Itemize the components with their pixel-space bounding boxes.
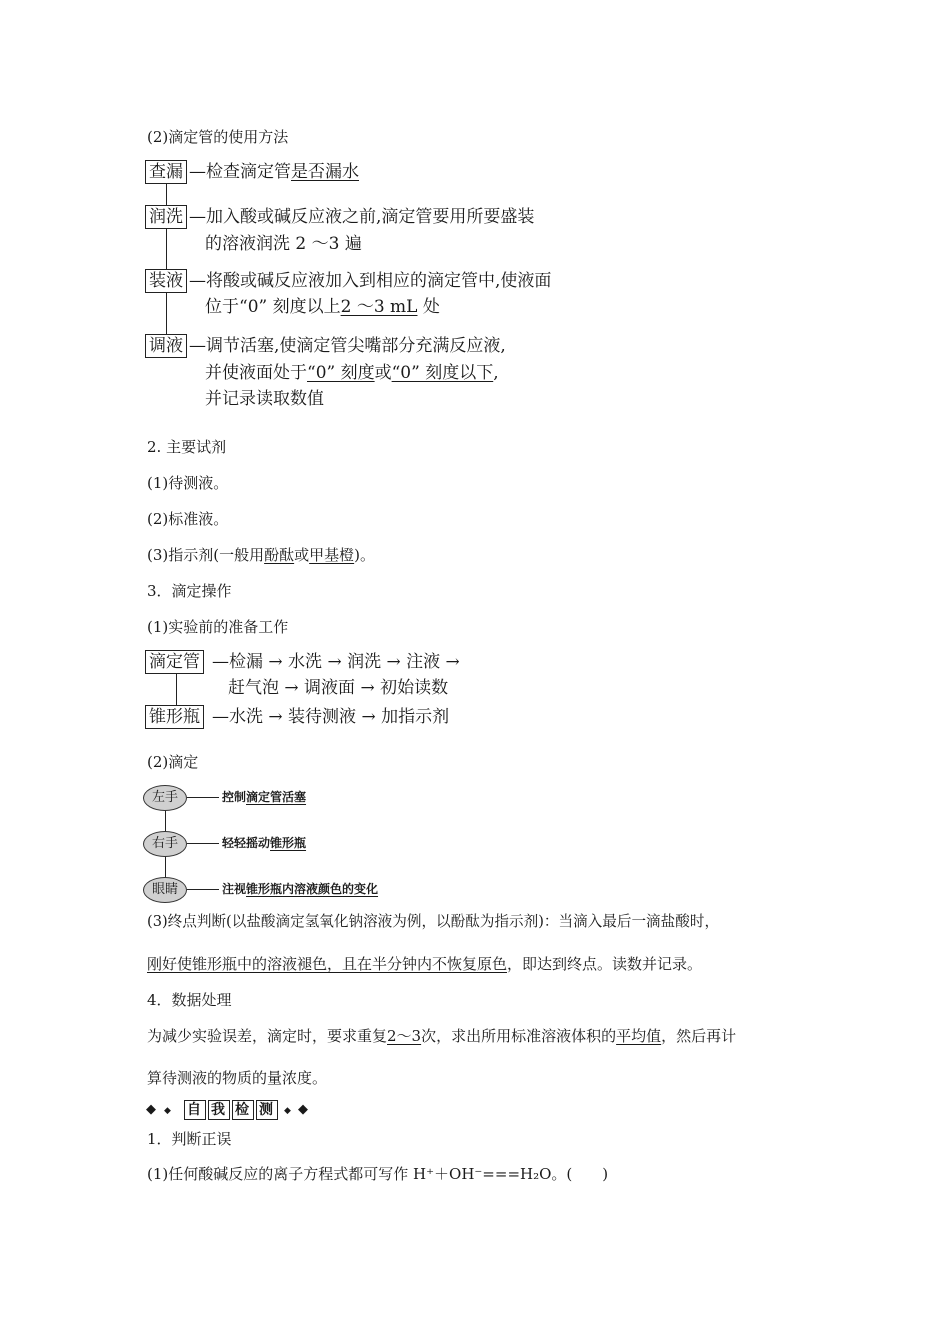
paragraph-line: 算待测液的物质的量浓度。 <box>147 1069 328 1087</box>
eyes-oval: 眼睛 <box>143 877 187 903</box>
step-text: 并使液面处于“0” 刻度或“0” 刻度以下, <box>205 363 499 383</box>
section-title: 4．数据处理 <box>147 991 232 1009</box>
step-text: 的溶液润洗 2 ～3 遍 <box>205 234 362 254</box>
step-text: 并记录读取数值 <box>205 389 324 409</box>
step-text: —加入酸或碱反应液之前,滴定管要用所要盛装 <box>189 207 535 227</box>
self-check-char: 测 <box>256 1100 278 1120</box>
section-title: 3．滴定操作 <box>147 582 232 600</box>
question-title: 1．判断正误 <box>147 1130 232 1148</box>
connector-line <box>187 889 219 890</box>
list-item: (2)标准液。 <box>147 510 229 528</box>
small-diamond-icon: ◆ <box>284 1106 291 1116</box>
step-text: —调节活塞,使滴定管尖嘴部分充满反应液, <box>189 336 506 356</box>
section-title: 2. 主要试剂 <box>147 438 227 456</box>
diamond-icon: ◆ <box>146 1102 156 1117</box>
flask-box: 锥形瓶 <box>145 705 204 729</box>
step-box-rinse: 润洗 <box>145 205 187 229</box>
step-text: —将酸或碱反应液加入到相应的滴定管中,使液面 <box>189 271 552 291</box>
right-hand-oval: 右手 <box>143 831 187 857</box>
step-box-adjust: 调液 <box>145 334 187 358</box>
eyes-text: 注视锥形瓶内溶液颜色的变化 <box>222 882 379 896</box>
self-check-char: 自 <box>184 1100 206 1120</box>
diamond-icon: ◆ <box>298 1102 308 1117</box>
list-item: (1)待测液。 <box>147 474 229 492</box>
endpoint-line: 刚好使锥形瓶中的溶液褪色，且在半分钟内不恢复原色，即达到终点。读数并记录。 <box>147 955 703 973</box>
buret-box: 滴定管 <box>145 650 204 674</box>
flask-steps: —水洗 → 装待测液 → 加指示剂 <box>212 707 450 727</box>
left-hand-text: 控制滴定管活塞 <box>222 790 307 804</box>
buret-steps: 赶气泡 → 调液面 → 初始读数 <box>228 678 449 698</box>
subsection-title: (1)实验前的准备工作 <box>147 618 289 636</box>
self-check-char: 检 <box>232 1100 254 1120</box>
step-box-check-leak: 查漏 <box>145 160 187 184</box>
question-item: (1)任何酸碱反应的离子方程式都可写作 H⁺＋OH⁻===H₂O。( ) <box>147 1165 609 1183</box>
step-text: 位于“0” 刻度以上2 ～3 mL 处 <box>205 297 440 317</box>
connector-line <box>187 843 219 844</box>
right-hand-text: 轻轻摇动锥形瓶 <box>222 836 307 850</box>
subsection-title: (2)滴定管的使用方法 <box>147 128 289 146</box>
small-diamond-icon: ◆ <box>164 1106 171 1116</box>
step-box-fill: 装液 <box>145 269 187 293</box>
connector-line <box>187 797 219 798</box>
left-hand-oval: 左手 <box>143 785 187 811</box>
buret-steps: —检漏 → 水洗 → 润洗 → 注液 → <box>212 652 460 672</box>
self-check-char: 我 <box>208 1100 230 1120</box>
flow-connector <box>176 674 177 706</box>
step-text: —检查滴定管是否漏水 <box>189 162 359 182</box>
paragraph-line: 为减少实验误差，滴定时，要求重复2～3次，求出所用标准溶液体积的平均值，然后再计 <box>147 1027 737 1045</box>
list-item: (3)指示剂(一般用酚酞或甲基橙)。 <box>147 546 376 564</box>
endpoint-line: (3)终点判断(以盐酸滴定氢氧化钠溶液为例，以酚酞为指示剂)：当滴入最后一滴盐酸时， <box>147 913 720 930</box>
subsection-title: (2)滴定 <box>147 753 199 771</box>
